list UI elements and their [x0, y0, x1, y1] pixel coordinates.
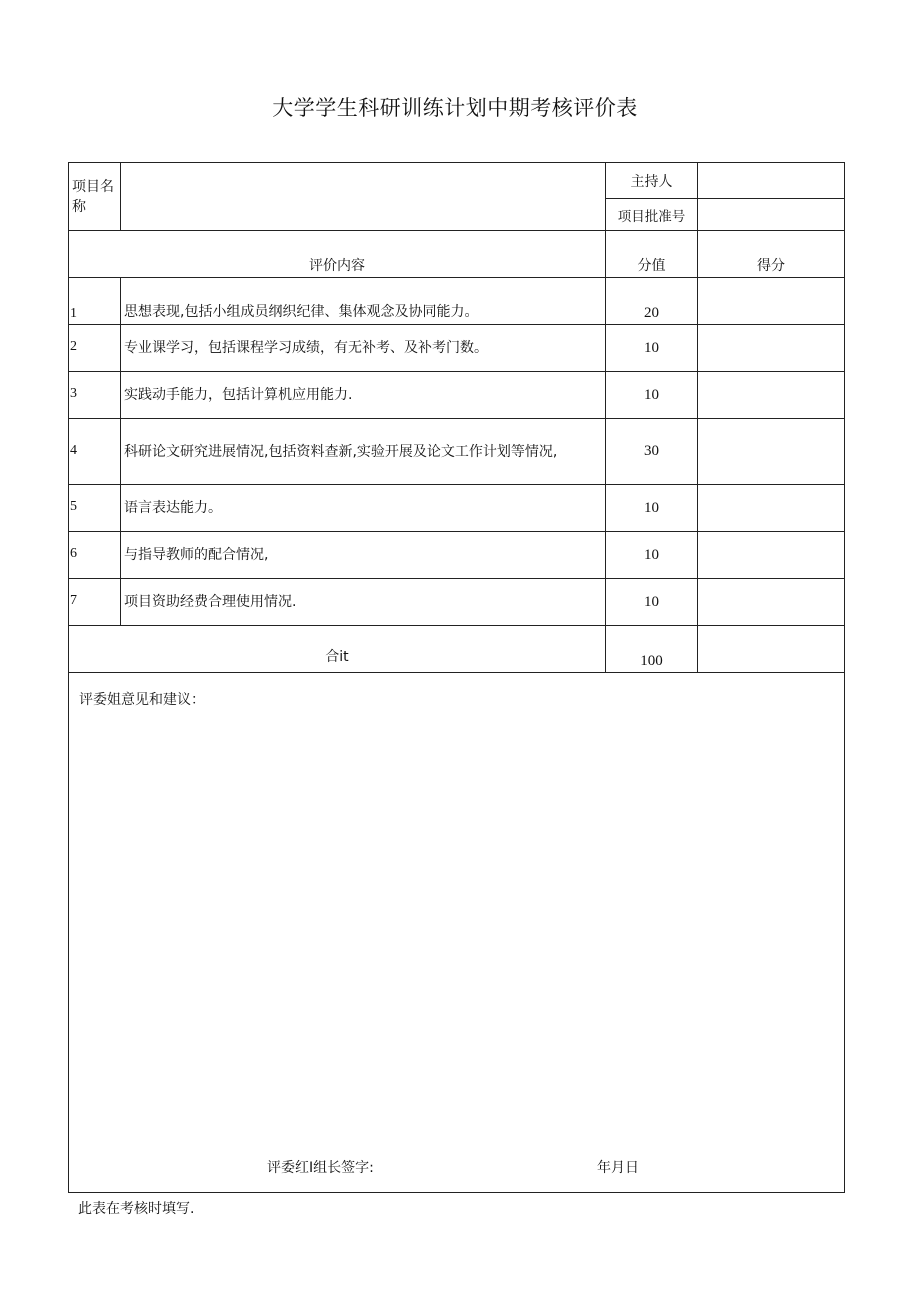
item-points: 10 [606, 579, 698, 626]
comments-area[interactable] [69, 673, 845, 1193]
comments-row [69, 673, 845, 1193]
page-title: 大学学生科研训练计划中期考核评价表 [272, 96, 638, 120]
item-number: 5 [69, 485, 121, 532]
approval-no-label: 项目批准号 [606, 199, 698, 231]
item-score-field[interactable] [698, 325, 845, 372]
host-field[interactable] [698, 163, 845, 199]
evaluation-table [68, 162, 845, 1193]
item-points: 30 [606, 419, 698, 485]
total-label: 合it [69, 626, 606, 673]
table-row [69, 485, 845, 532]
table-row [69, 579, 845, 626]
item-text: 语言表达能力。 [121, 485, 606, 532]
points-column-header: 分值 [606, 231, 698, 278]
comments-label: 评委姐意见和建议： [79, 692, 205, 708]
item-points: 10 [606, 532, 698, 579]
item-text: 思想表现,包括小组成员纲织纪律、集体观念及协同能力。 [121, 278, 606, 325]
approval-no-field[interactable] [698, 199, 845, 231]
item-text: 实践动手能力，包括计算机应用能力. [121, 372, 606, 419]
table-row [69, 419, 845, 485]
table-row [69, 532, 845, 579]
item-number: 6 [69, 532, 121, 579]
table-row [69, 372, 845, 419]
item-number: 4 [69, 419, 121, 485]
item-points: 10 [606, 485, 698, 532]
signature-label: 评委红I组长签字: [267, 1160, 374, 1176]
item-text: 科研论文研究进展情况,包括资料查新,实验开展及论文工作计划等情况, [121, 419, 606, 485]
item-score-field[interactable] [698, 485, 845, 532]
date-label: 年月日 [597, 1160, 639, 1176]
item-number: 2 [69, 325, 121, 372]
host-label: 主持人 [606, 163, 698, 199]
column-header-row [69, 231, 845, 278]
item-score-field[interactable] [698, 579, 845, 626]
item-score-field[interactable] [698, 532, 845, 579]
score-column-header: 得分 [698, 231, 845, 278]
content-column-header: 评价内容 [69, 231, 606, 278]
item-score-field[interactable] [698, 419, 845, 485]
table-row [69, 325, 845, 372]
footnote: 此表在考核时填写. [78, 1201, 195, 1217]
item-number: 7 [69, 579, 121, 626]
total-score-field[interactable] [698, 626, 845, 673]
project-name-field[interactable] [121, 163, 606, 231]
item-text: 专业课学习，包括课程学习成绩，有无补考、及补考门数。 [121, 325, 606, 372]
item-points: 10 [606, 372, 698, 419]
total-row [69, 626, 845, 673]
item-score-field[interactable] [698, 372, 845, 419]
header-row-host [69, 163, 845, 199]
item-score-field[interactable] [698, 278, 845, 325]
item-text: 项目资助经费合理使用情况. [121, 579, 606, 626]
table-row [69, 278, 845, 325]
item-number: 3 [69, 372, 121, 419]
project-name-label: 项目名称 [69, 163, 121, 231]
item-number: 1 [69, 278, 121, 325]
item-points: 20 [606, 278, 698, 325]
item-text: 与指导教师的配合情况, [121, 532, 606, 579]
total-points: 100 [606, 626, 698, 673]
item-points: 10 [606, 325, 698, 372]
